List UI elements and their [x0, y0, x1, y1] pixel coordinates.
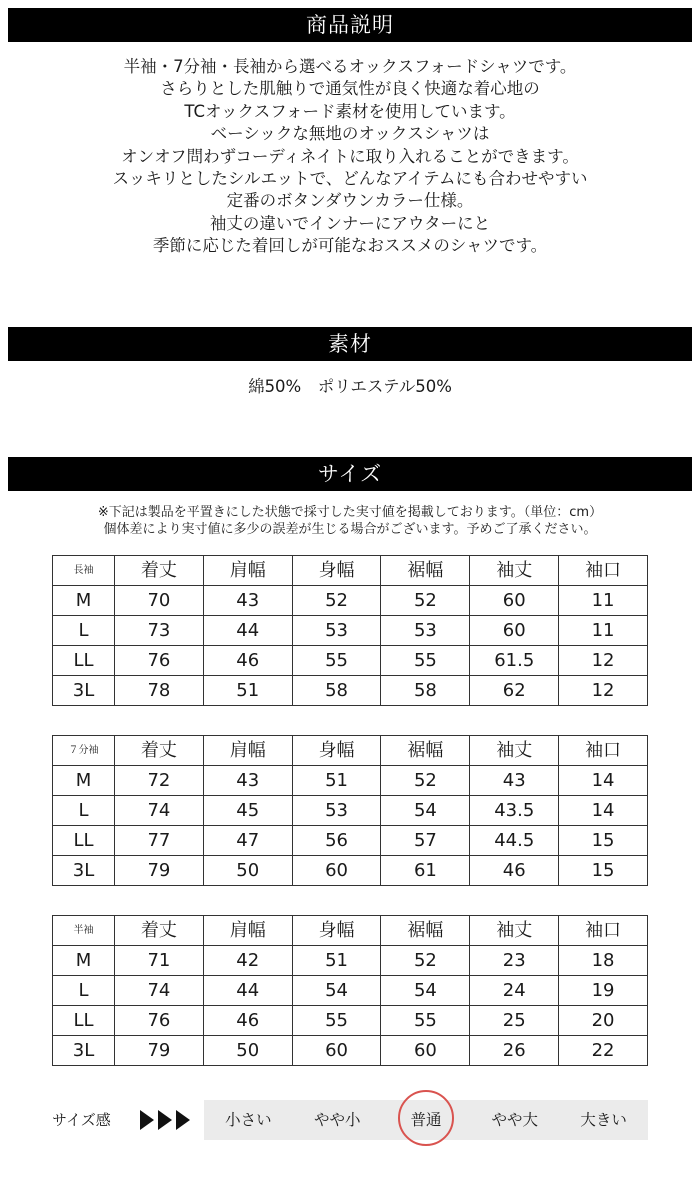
table-row — [53, 976, 648, 1006]
measurement-cell: 53 — [292, 796, 381, 826]
measurement-cell: 44 — [203, 616, 292, 646]
measurement-cell: 23 — [470, 946, 559, 976]
size-table — [52, 555, 648, 706]
size-note-line: ※下記は製品を平置きにした状態で採寸した実寸値を掲載しております。（単位：cm） — [97, 505, 603, 520]
size-cell: LL — [53, 1006, 115, 1036]
size-cell: LL — [53, 646, 115, 676]
description-line: 定番のボタンダウンカラー仕様。 — [226, 191, 474, 211]
size-feel-option: やや小 — [313, 1111, 361, 1129]
sleeve-type-label: 半袖 — [53, 916, 115, 946]
size-cell: L — [53, 796, 115, 826]
measurement-cell: 43 — [470, 766, 559, 796]
measurement-cell: 62 — [470, 676, 559, 706]
size-feel-scale — [204, 1100, 648, 1140]
description-header: 商品説明 — [8, 8, 692, 42]
triple-arrow-icon — [140, 1110, 192, 1130]
sleeve-type-label: ７分袖 — [53, 736, 115, 766]
column-header: 身幅 — [292, 916, 381, 946]
table-row — [53, 826, 648, 856]
measurement-cell: 47 — [203, 826, 292, 856]
measurement-cell: 73 — [115, 616, 204, 646]
measurement-cell: 60 — [470, 586, 559, 616]
size-cell: 3L — [53, 676, 115, 706]
column-header: 着丈 — [115, 556, 204, 586]
measurement-cell: 15 — [559, 826, 648, 856]
measurement-cell: 76 — [115, 646, 204, 676]
description-line: TCオックスフォード素材を使用しています。 — [184, 101, 516, 121]
measurement-cell: 52 — [292, 586, 381, 616]
measurement-cell: 15 — [559, 856, 648, 886]
measurement-cell: 43.5 — [470, 796, 559, 826]
column-header: 肩幅 — [203, 736, 292, 766]
size-cell: L — [53, 976, 115, 1006]
size-cell: 3L — [53, 856, 115, 886]
description-line: 半袖・7分袖・長袖から選べるオックスフォードシャツです。 — [123, 57, 577, 76]
column-header: 裾幅 — [381, 556, 470, 586]
size-feel-option: やや大 — [491, 1111, 539, 1129]
measurement-cell: 50 — [203, 1036, 292, 1066]
measurement-cell: 78 — [115, 676, 204, 706]
size-cell: M — [53, 946, 115, 976]
measurement-cell: 61.5 — [470, 646, 559, 676]
size-note — [8, 504, 692, 538]
measurement-cell: 44 — [203, 976, 292, 1006]
measurement-cell: 22 — [559, 1036, 648, 1066]
measurement-cell: 25 — [470, 1006, 559, 1036]
measurement-cell: 56 — [292, 826, 381, 856]
measurement-cell: 60 — [381, 1036, 470, 1066]
table-row — [53, 1036, 648, 1066]
table-row — [53, 586, 648, 616]
table-row — [53, 646, 648, 676]
size-cell: 3L — [53, 1036, 115, 1066]
table-row — [53, 946, 648, 976]
description-line: ベーシックな無地のオックスシャツは — [210, 124, 490, 144]
table-header-row — [53, 556, 648, 586]
column-header: 袖丈 — [470, 916, 559, 946]
column-header: 袖口 — [559, 556, 648, 586]
measurement-cell: 26 — [470, 1036, 559, 1066]
size-table — [52, 735, 648, 886]
table-row — [53, 856, 648, 886]
measurement-cell: 52 — [381, 586, 470, 616]
size-note-line: 個体差により実寸値に多少の誤差が生じる場合がございます。予めご了承ください。 — [103, 522, 597, 537]
measurement-cell: 60 — [292, 1036, 381, 1066]
measurement-cell: 55 — [292, 646, 381, 676]
measurement-cell: 55 — [381, 646, 470, 676]
measurement-cell: 54 — [381, 976, 470, 1006]
table-header-row — [53, 916, 648, 946]
size-feel-option: 小さい — [225, 1111, 272, 1129]
size-feel-option: 大きい — [580, 1111, 627, 1129]
measurement-cell: 18 — [559, 946, 648, 976]
table-row — [53, 1006, 648, 1036]
table-row — [53, 796, 648, 826]
column-header: 袖口 — [559, 916, 648, 946]
measurement-cell: 55 — [381, 1006, 470, 1036]
size-table — [52, 915, 648, 1066]
measurement-cell: 70 — [115, 586, 204, 616]
description-line: スッキリとしたシルエットで、どんなアイテムにも合わせやすい — [112, 169, 588, 189]
column-header: 袖丈 — [470, 736, 559, 766]
column-header: 身幅 — [292, 556, 381, 586]
size-cell: M — [53, 766, 115, 796]
measurement-cell: 57 — [381, 826, 470, 856]
measurement-cell: 74 — [115, 796, 204, 826]
table-header-row — [53, 736, 648, 766]
measurement-cell: 50 — [203, 856, 292, 886]
size-feel-label: サイズ感 — [52, 1111, 111, 1129]
size-cell: LL — [53, 826, 115, 856]
description-line: 季節に応じた着回しが可能なおススメのシャツです。 — [152, 236, 548, 256]
size-cell: M — [53, 586, 115, 616]
measurement-cell: 46 — [203, 646, 292, 676]
measurement-cell: 19 — [559, 976, 648, 1006]
measurement-cell: 60 — [292, 856, 381, 886]
measurement-cell: 51 — [292, 766, 381, 796]
table-row — [53, 766, 648, 796]
measurement-cell: 54 — [381, 796, 470, 826]
material-text: 綿50% ポリエステル50% — [248, 377, 452, 396]
measurement-cell: 60 — [470, 616, 559, 646]
measurement-cell: 11 — [559, 586, 648, 616]
column-header: 裾幅 — [381, 916, 470, 946]
size-feel-option-selected: 普通 — [382, 1100, 471, 1140]
sleeve-type-label: 長袖 — [53, 556, 115, 586]
table-row — [53, 676, 648, 706]
measurement-cell: 52 — [381, 766, 470, 796]
measurement-cell: 79 — [115, 1036, 204, 1066]
column-header: 着丈 — [115, 736, 204, 766]
measurement-cell: 44.5 — [470, 826, 559, 856]
size-feel — [52, 1100, 648, 1140]
measurement-cell: 46 — [470, 856, 559, 886]
measurement-cell: 42 — [203, 946, 292, 976]
column-header: 着丈 — [115, 916, 204, 946]
measurement-cell: 14 — [559, 796, 648, 826]
material-header: 素材 — [8, 327, 692, 361]
measurement-cell: 58 — [292, 676, 381, 706]
column-header: 裾幅 — [381, 736, 470, 766]
measurement-cell: 53 — [381, 616, 470, 646]
measurement-cell: 45 — [203, 796, 292, 826]
column-header: 肩幅 — [203, 916, 292, 946]
measurement-cell: 54 — [292, 976, 381, 1006]
measurement-cell: 79 — [115, 856, 204, 886]
measurement-cell: 72 — [115, 766, 204, 796]
measurement-cell: 74 — [115, 976, 204, 1006]
measurement-cell: 43 — [203, 766, 292, 796]
measurement-cell: 51 — [203, 676, 292, 706]
measurement-cell: 61 — [381, 856, 470, 886]
measurement-cell: 43 — [203, 586, 292, 616]
measurement-cell: 11 — [559, 616, 648, 646]
measurement-cell: 77 — [115, 826, 204, 856]
measurement-cell: 53 — [292, 616, 381, 646]
measurement-cell: 20 — [559, 1006, 648, 1036]
measurement-cell: 58 — [381, 676, 470, 706]
column-header: 袖丈 — [470, 556, 559, 586]
column-header: 袖口 — [559, 736, 648, 766]
measurement-cell: 71 — [115, 946, 204, 976]
measurement-cell: 55 — [292, 1006, 381, 1036]
measurement-cell: 24 — [470, 976, 559, 1006]
measurement-cell: 12 — [559, 676, 648, 706]
size-cell: L — [53, 616, 115, 646]
description-line: 袖丈の違いでインナーにアウターにと — [209, 213, 491, 233]
size-header: サイズ — [8, 457, 692, 491]
description-line: オンオフ問わずコーディネイトに取り入れることができます。 — [121, 146, 579, 166]
column-header: 肩幅 — [203, 556, 292, 586]
measurement-cell: 52 — [381, 946, 470, 976]
measurement-cell: 12 — [559, 646, 648, 676]
table-row — [53, 616, 648, 646]
description-line: さらりとした肌触りで通気性が良く快適な着心地の — [160, 79, 540, 99]
product-description — [8, 56, 692, 258]
measurement-cell: 46 — [203, 1006, 292, 1036]
measurement-cell: 76 — [115, 1006, 204, 1036]
measurement-cell: 14 — [559, 766, 648, 796]
measurement-cell: 51 — [292, 946, 381, 976]
column-header: 身幅 — [292, 736, 381, 766]
